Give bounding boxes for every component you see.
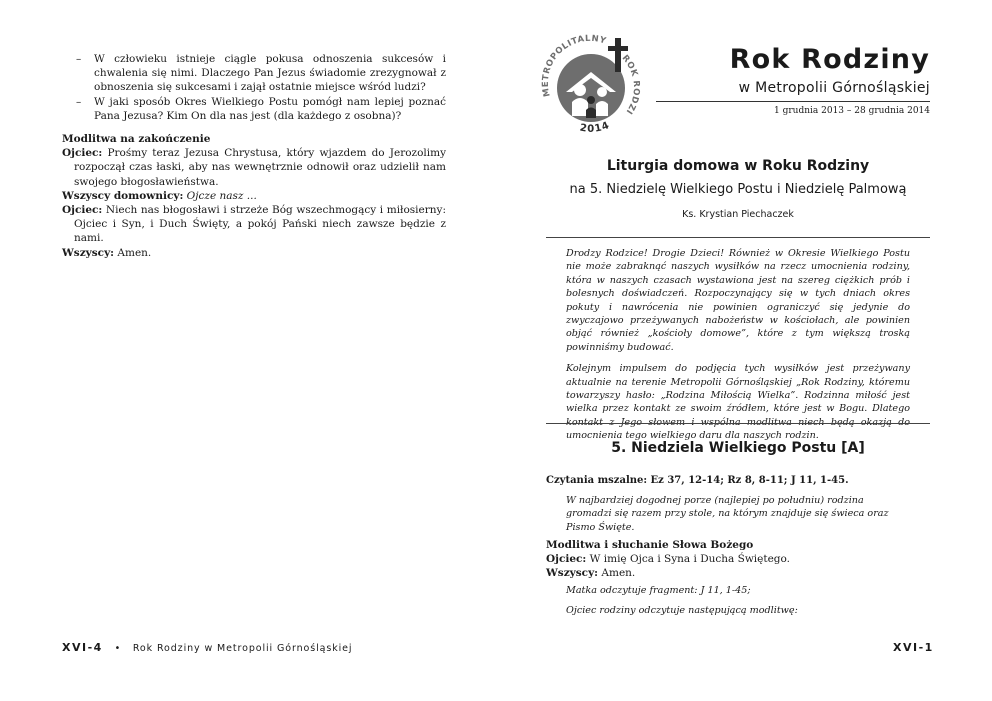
question-item (62, 52, 446, 95)
speaker-label: Wszyscy: (546, 567, 599, 580)
cross-icon (615, 38, 621, 72)
intro-paragraph: Drodzy Rodzice! Drogie Dzieci! Również w Okresie Wielkiego Postu nie może zabraknąć naszych wysiłków na rzecz umocnienia rodziny, która w naszych czasach wystawiona jest na szereg ciężkich prób i bolesnych doświadczeń. Rozpoczynający się w tych dniach okres pokuty i nawrócenia nie powinien ograniczyć się jedynie do zwyczajowo przeżywanych nabożeństw w kościołach, ale powinien objąć również „kościoły domowe”, które z tym większą troską powinniśmy budować. (566, 248, 910, 353)
closing-heading: Modlitwa na zakończenie (62, 133, 211, 145)
discussion-questions (62, 52, 446, 123)
opening-prayer (546, 538, 930, 581)
line-text: Niech nas błogosławi i strzeże Bóg wszechmogący i miłosierny: Ojciec i Syn, i Duch Święty, a pokój Pański niech zawsze będzie z nami. (74, 204, 446, 245)
page-title: Liturgia domowa w Roku Rodziny (606, 158, 870, 174)
line-text: W imię Ojca i Syna i Ducha Świętego. (589, 553, 791, 566)
prayer-line (62, 146, 446, 189)
line-text: Amen. (117, 246, 152, 259)
family-cross-logo-icon (536, 30, 646, 140)
question-text: W człowieku istnieje ciągle pokusa odnoszenia sukcesów i chwalenia się nimi. Dlaczego Pan Jezus świadomie zrezygnował z obnoszenia się sukcesami i zajął ostatnie miejsce wśród ludzi? (94, 53, 446, 94)
prayer-line (62, 246, 446, 260)
svg-text:2014 (579, 120, 612, 135)
question-text: W jaki sposób Okres Wielkiego Postu pomógł nam lepiej poznać Pana Jezusa? Kim On dla nas jest (dla każdego z osobna)? (94, 95, 446, 122)
logo-svg (536, 30, 646, 140)
speaker-label: Ojciec: (546, 553, 587, 566)
intro-text (566, 247, 910, 451)
logo-text-top: METROPOLITALNY (540, 33, 608, 98)
left-footer (62, 641, 352, 654)
footer-bullet: • (114, 643, 122, 654)
logo-year: 2014 (578, 119, 612, 135)
question-item (62, 95, 446, 123)
instruction-note: Ojciec rodziny odczytuje następującą modlitwę: (566, 605, 798, 616)
instruction-note: W najbardziej dogodnej porze (najlepiej po południu) rodzina gromadzi się razem przy stole, na którym znajduje się świeca oraz Pismo Święte. (566, 495, 889, 533)
footer-text: Rok Rodziny w Metropolii Górnośląskiej (132, 643, 353, 654)
closing-prayer (62, 132, 446, 260)
brand-title: Rok Rodziny (729, 44, 930, 75)
speaker-label: Ojciec: (62, 147, 103, 160)
instruction-note: Matka odczytuje fragment: J 11, 1-45; (566, 585, 751, 596)
page-number: XVI-4 (62, 641, 103, 654)
line-text: Prośmy teraz Jezusa Chrystusa, który wjazdem do Jerozolimy rozpoczął czas łaski, aby nas wewnętrznie odnowił oraz udzielił nam swojego błogosławieństwa. (74, 147, 447, 188)
speaker-label: Ojciec: (62, 204, 103, 217)
page-number: XVI-1 (893, 641, 934, 654)
prayer-line (546, 552, 930, 566)
dash-bullet: – (76, 95, 82, 108)
prayer-line (546, 566, 930, 580)
line-text: Amen. (601, 567, 636, 580)
brand-divider (656, 101, 930, 102)
divider-top (546, 237, 930, 238)
brand-dates: 1 grudnia 2013 – 28 grudnia 2014 (774, 106, 930, 116)
line-text: Ojcze nasz ... (186, 189, 257, 202)
prayer-line (62, 203, 446, 246)
dash-bullet: – (76, 53, 82, 65)
divider-bottom (546, 423, 930, 424)
section-title: 5. Niedziela Wielkiego Postu [A] (611, 440, 865, 456)
prayer-line (62, 189, 446, 203)
speaker-label: Wszyscy: (62, 246, 115, 259)
prayer-heading: Modlitwa i słuchanie Słowa Bożego (546, 539, 754, 551)
logo-text-right: ROK RODZI (619, 53, 642, 117)
brand-subtitle: w Metropolii Górnośląskiej (738, 80, 930, 96)
page-subtitle: na 5. Niedzielę Wielkiego Postu i Niedzielę Palmową (569, 182, 907, 197)
speaker-label: Wszyscy domownicy: (62, 189, 184, 202)
intro-paragraph: Kolejnym impulsem do podjęcia tych wysiłków jest przeżywany aktualnie na terenie Metropolii Górnośląskiej „Rok Rodziny, któremu towarzyszy hasło: „Rodzina Miłością Wielka”. Rodzinna miłość jest wielka przez kontakt ze swoim źródłem, które jest w Bogu. Dlatego umocnienia tego wielkiego daru dla naszych rodzin. (566, 363, 910, 442)
author: Ks. Krystian Piechaczek (682, 209, 794, 220)
readings: Czytania mszalne: Ez 37, 12-14; Rz 8, 8-11; J 11, 1-45. (546, 475, 849, 486)
